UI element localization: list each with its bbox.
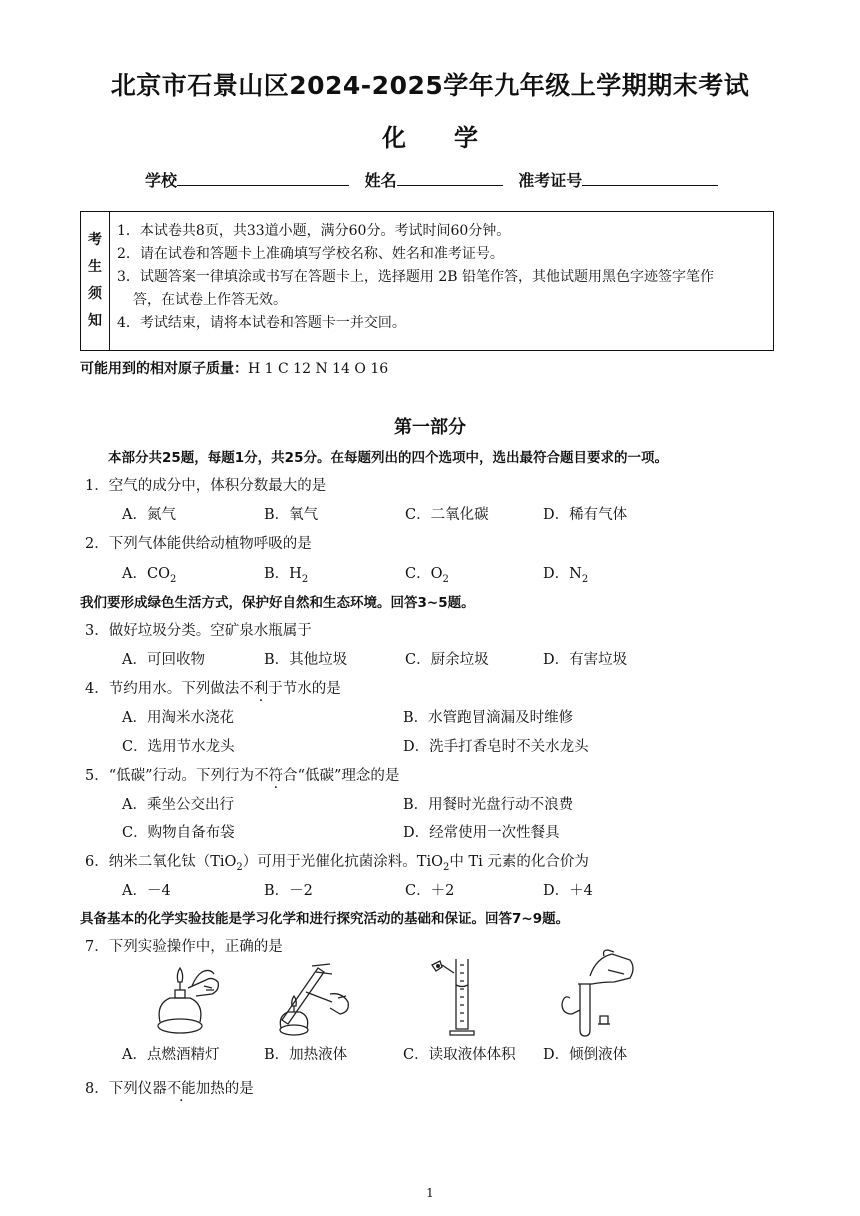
candidate-notice-box	[80, 211, 774, 351]
subscript: 2	[301, 573, 309, 585]
question-2-stem: 2．下列气体能供给动植物呼吸的是	[85, 536, 312, 552]
notice-heading-char: 考	[88, 232, 102, 248]
exam-number-label: 准考证号	[518, 171, 583, 190]
q4-option-a[interactable]: A．用淘米水浇花	[122, 710, 234, 726]
page-number: 1	[426, 1186, 434, 1200]
notice-item: 3．试题答案一律填涂或书写在答题卡上，选择题用 2B 铅笔作答，其他试题用黑色字迹签字笔作	[117, 269, 715, 285]
q6-option-a[interactable]: A．－4	[122, 883, 171, 899]
notice-heading-char: 知	[88, 313, 102, 329]
q5-option-a[interactable]: A．乘坐公交出行	[122, 797, 234, 813]
q2-option-c[interactable]	[405, 562, 449, 585]
stem-text: 8．下列仪器	[85, 1081, 167, 1097]
q7-option-b[interactable]: B．加热液体	[264, 1047, 348, 1063]
notice-item: 1．本试卷共8页，共33道小题，满分60分。考试时间60分钟。	[117, 223, 511, 239]
question-1-stem: 1．空气的成分中，体积分数最大的是	[85, 478, 327, 494]
q2-option-c-text: C．O	[405, 566, 443, 582]
q5-option-d[interactable]: D．经常使用一次性餐具	[403, 825, 560, 841]
name-label: 姓名	[364, 171, 397, 190]
q7-option-c[interactable]: C．读取液体体积	[403, 1047, 516, 1063]
stem-text: 加热的是	[195, 1081, 254, 1097]
notice-item: 4．考试结束，请将本试卷和答题卡一并交回。	[117, 315, 406, 331]
q4-option-d[interactable]: D．洗手打香皂时不关水龙头	[403, 739, 589, 755]
q2-option-d-text: D．N	[543, 566, 582, 582]
pouring-liquid-illustration	[550, 948, 640, 1040]
stem-text: ）可用于光催化抗菌涂料。TiO	[242, 854, 443, 870]
atomic-mass-values: H 1 C 12 N 14 O 16	[248, 361, 389, 377]
heating-liquid-illustration	[272, 958, 357, 1040]
stem-text: “低碳”理念的是	[297, 768, 400, 784]
q3-option-d[interactable]: D．有害垃圾	[543, 652, 628, 668]
notice-heading	[81, 212, 110, 350]
notice-heading-char: 生	[88, 259, 102, 275]
part-title: 第一部分	[394, 417, 466, 438]
stem-text: 4．节约用水。下列做法	[85, 681, 240, 697]
alcohol-lamp-lighting-illustration	[148, 960, 228, 1038]
question-7-stem: 7．下列实验操作中，正确的是	[85, 939, 283, 955]
student-info-line	[145, 168, 728, 191]
q6-option-d[interactable]: D．＋4	[543, 883, 593, 899]
q2-option-a-text: A．CO	[122, 566, 170, 582]
q6-option-c[interactable]: C．＋2	[405, 883, 455, 899]
q1-option-a[interactable]: A．氮气	[122, 507, 176, 523]
q4-option-c[interactable]: C．选用节水龙头	[122, 739, 235, 755]
stem-text: 6．纳米二氧化钛（TiO	[85, 854, 237, 870]
q3-option-a[interactable]: A．可回收物	[122, 652, 205, 668]
question-5-stem	[85, 764, 399, 785]
subscript: 2	[443, 861, 450, 873]
subscript: 2	[581, 573, 589, 585]
subscript: 2	[236, 861, 243, 873]
q7-option-a[interactable]: A．点燃酒精灯	[122, 1047, 220, 1063]
q1-option-c[interactable]: C．二氧化碳	[405, 507, 489, 523]
q6-option-b[interactable]: B．－2	[264, 883, 313, 899]
context-7-9: 具备基本的化学实验技能是学习化学和进行探究活动的基础和保证。回答7~9题。	[80, 911, 570, 927]
emphasis-text: 不利于	[239, 681, 283, 697]
q5-option-b[interactable]: B．用餐时光盘行动不浪费	[403, 797, 574, 813]
notice-body	[117, 220, 767, 335]
q2-option-b[interactable]	[264, 562, 308, 585]
q7-option-d[interactable]: D．倾倒液体	[543, 1047, 628, 1063]
subject-title: 化学	[382, 124, 526, 152]
notice-heading-char: 须	[88, 286, 102, 302]
stem-text: 节水的是	[282, 681, 341, 697]
subscript: 2	[169, 573, 177, 585]
name-field[interactable]	[397, 169, 503, 186]
school-field[interactable]	[177, 169, 349, 186]
exam-number-field[interactable]	[582, 169, 718, 186]
stem-text: 中 Ti 元素的化合价为	[449, 854, 589, 870]
notice-item-continuation: 答，在试卷上作答无效。	[133, 292, 287, 308]
emphasis-text: 不符合	[254, 768, 298, 784]
exam-title: 北京市石景山区2024-2025学年九年级上学期期末考试	[110, 71, 750, 100]
notice-item: 2．请在试卷和答题卡上准确填写学校名称、姓名和准考证号。	[117, 246, 504, 262]
context-3-5: 我们要形成绿色生活方式，保护好自然和生态环境。回答3~5题。	[80, 595, 475, 611]
q2-option-a[interactable]	[122, 562, 176, 585]
school-label: 学校	[145, 171, 178, 190]
reading-liquid-volume-illustration	[428, 955, 488, 1039]
q1-option-b[interactable]: B．氧气	[264, 507, 319, 523]
question-8-stem	[85, 1077, 254, 1098]
atomic-mass-line	[80, 358, 388, 378]
q2-option-d[interactable]	[543, 562, 588, 585]
stem-text: 5．“低碳”行动。下列行为	[85, 768, 255, 784]
q3-option-b[interactable]: B．其他垃圾	[264, 652, 348, 668]
subscript: 2	[442, 573, 449, 585]
question-3-stem: 3．做好垃圾分类。空矿泉水瓶属于	[85, 623, 312, 639]
q1-option-d[interactable]: D．稀有气体	[543, 507, 628, 523]
question-6-stem	[85, 850, 589, 873]
q4-option-b[interactable]: B．水管跑冒滴漏及时维修	[403, 710, 574, 726]
part-intro: 本部分共25题，每题1分，共25分。在每题列出的四个选项中，选出最符合题目要求的一项。	[108, 450, 668, 466]
emphasis-text: 不能	[166, 1081, 196, 1097]
q3-option-c[interactable]: C．厨余垃圾	[405, 652, 489, 668]
atomic-mass-label: 可能用到的相对原子质量：	[80, 361, 248, 377]
question-4-stem	[85, 677, 341, 698]
q5-option-c[interactable]: C．购物自备布袋	[122, 825, 235, 841]
q2-option-b-text: B．H	[264, 566, 302, 582]
